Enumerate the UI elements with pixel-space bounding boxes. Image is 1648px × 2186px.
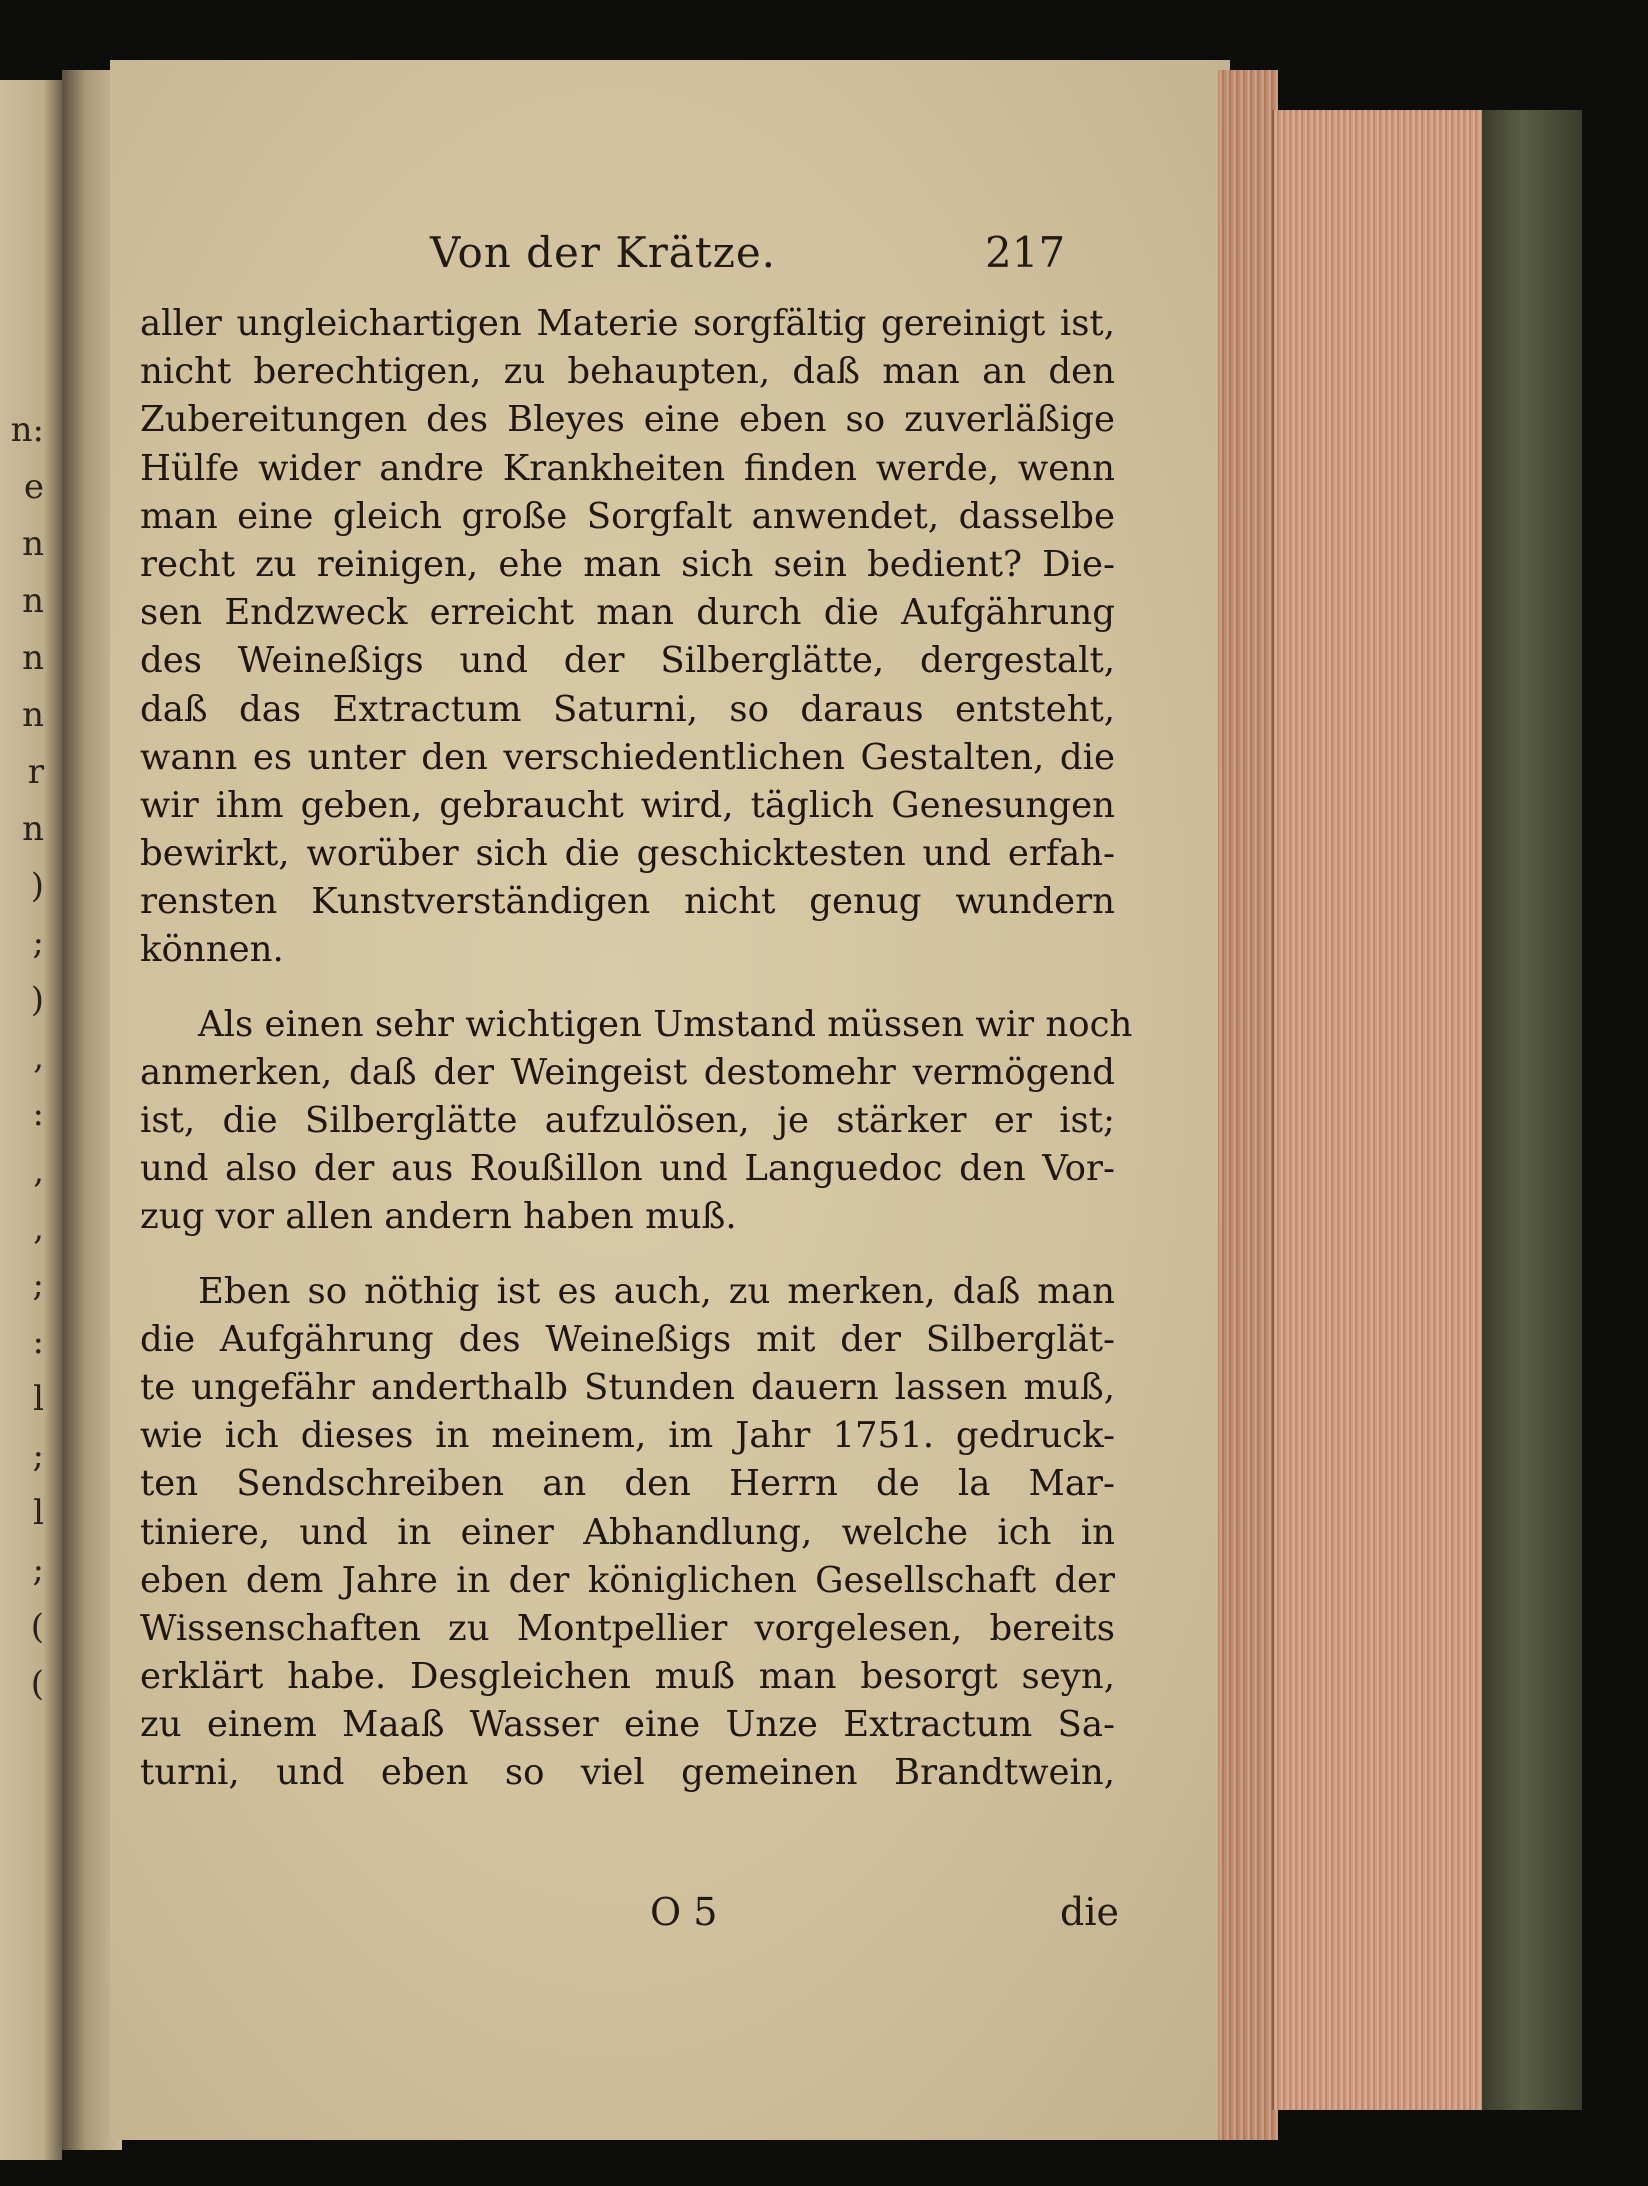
paragraph bbox=[140, 300, 1115, 975]
text-line: wir ihm geben, gebraucht wird, täglich Genesungen bbox=[140, 784, 1115, 826]
left-page-fragment: l bbox=[33, 1493, 44, 1533]
text-line: Wissenschaften zu Montpellier vorgelesen, bereits bbox=[140, 1607, 1115, 1649]
paragraph bbox=[140, 1268, 1115, 1798]
text-line: te ungefähr anderthalb Stunden dauern lassen muß, bbox=[140, 1366, 1115, 1408]
left-page-fragment: ( bbox=[30, 1607, 44, 1647]
body-text bbox=[140, 300, 1133, 1798]
text-line: ten Sendschreiben an den Herrn de la Mar- bbox=[140, 1463, 1115, 1505]
left-page-fragment: ; bbox=[32, 1436, 44, 1476]
text-line: wann es unter den verschiedentlichen Gestalten, die bbox=[140, 736, 1115, 778]
left-page-fragment: , bbox=[33, 1208, 44, 1248]
text-line: erklärt habe. Desgleichen muß man besorgt seyn, bbox=[140, 1656, 1115, 1698]
signature-mark: O 5 bbox=[650, 1890, 718, 1934]
left-page-fragment: n bbox=[22, 638, 44, 678]
text-line: Als einen sehr wichtigen Umstand müssen wir noch bbox=[198, 1003, 1133, 1045]
text-line: und also der aus Roußillon und Languedoc den Vor- bbox=[140, 1148, 1115, 1190]
left-page-fragment: n: bbox=[10, 410, 44, 450]
left-page-fragment: : bbox=[32, 1322, 44, 1362]
text-line: turni, und eben so viel gemeinen Brandtwein, bbox=[140, 1752, 1115, 1794]
text-line: Zubereitungen des Bleyes eine eben so zuverläßige bbox=[140, 399, 1115, 441]
fore-edge bbox=[1272, 110, 1484, 2110]
text-line: man eine gleich große Sorgfalt anwendet, dasselbe bbox=[140, 495, 1115, 537]
left-page-fragment: n bbox=[22, 695, 44, 735]
text-line: können. bbox=[140, 929, 284, 971]
text-line: Hülfe wider andre Krankheiten finden werde, wenn bbox=[140, 447, 1115, 489]
text-line: bewirkt, worüber sich die geschicktesten und erfah- bbox=[140, 833, 1115, 875]
left-page-fragment: l bbox=[33, 1379, 44, 1419]
left-page-fragment: n bbox=[22, 809, 44, 849]
left-page-fragment: ; bbox=[32, 1265, 44, 1305]
text-line: eben dem Jahre in der königlichen Gesellschaft der bbox=[140, 1559, 1115, 1601]
running-head: Von der Krätze. bbox=[430, 228, 777, 277]
paragraph bbox=[140, 1001, 1133, 1242]
text-line: sen Endzweck erreicht man durch die Aufgährung bbox=[140, 592, 1115, 634]
catchword: die bbox=[1060, 1890, 1119, 1934]
text-line: rensten Kunstverständigen nicht genug wundern bbox=[140, 881, 1115, 923]
text-line: wie ich dieses in meinem, im Jahr 1751. gedruck- bbox=[140, 1415, 1115, 1457]
left-page-fragment: , bbox=[33, 1151, 44, 1191]
left-page-fragment: r bbox=[27, 752, 44, 792]
book-cover-edge bbox=[1482, 110, 1582, 2110]
left-page-edge bbox=[0, 80, 62, 2160]
left-page-fragment: ( bbox=[30, 1664, 44, 1704]
text-line: zug vor allen andern haben muß. bbox=[140, 1196, 737, 1238]
text-line: nicht berechtigen, zu behaupten, daß man an den bbox=[140, 351, 1115, 393]
text-line: zu einem Maaß Wasser eine Unze Extractum Sa- bbox=[140, 1704, 1115, 1746]
left-page-fragments bbox=[4, 410, 44, 1721]
text-line: daß das Extractum Saturni, so daraus entsteht, bbox=[140, 688, 1115, 730]
left-page-fragment: ; bbox=[32, 1550, 44, 1590]
left-page-fragment: , bbox=[33, 1037, 44, 1077]
left-page-fragment: n bbox=[22, 524, 44, 564]
text-line: aller ungleichartigen Materie sorgfältig gereinigt ist, bbox=[140, 303, 1115, 344]
left-page-fragment: ) bbox=[30, 866, 44, 906]
text-line: Eben so nöthig ist es auch, zu merken, daß man bbox=[198, 1270, 1115, 1312]
page-number: 217 bbox=[985, 228, 1066, 277]
paragraph-gap bbox=[140, 1242, 1115, 1268]
page-header bbox=[0, 220, 1648, 290]
text-line: tiniere, und in einer Abhandlung, welche ich in bbox=[140, 1511, 1115, 1553]
left-page-fragment: ) bbox=[30, 980, 44, 1020]
text-line: ist, die Silberglätte aufzulösen, je stärker er ist; bbox=[140, 1100, 1115, 1141]
left-page-fragment: e bbox=[23, 467, 44, 507]
page-edge-stack bbox=[1218, 70, 1278, 2140]
left-page-fragment: ; bbox=[32, 923, 44, 963]
text-line: anmerken, daß der Weingeist destomehr vermögend bbox=[140, 1051, 1115, 1093]
text-line: die Aufgährung des Weineßigs mit der Silberglät- bbox=[140, 1318, 1115, 1360]
page-footer bbox=[0, 1890, 1648, 1950]
text-line: recht zu reinigen, ehe man sich sein bedient? Die- bbox=[140, 543, 1115, 585]
left-page-fragment: n bbox=[22, 581, 44, 621]
paragraph-gap bbox=[140, 975, 1115, 1001]
text-line: des Weineßigs und der Silberglätte, dergestalt, bbox=[140, 640, 1115, 682]
left-page-fragment: : bbox=[32, 1094, 44, 1134]
